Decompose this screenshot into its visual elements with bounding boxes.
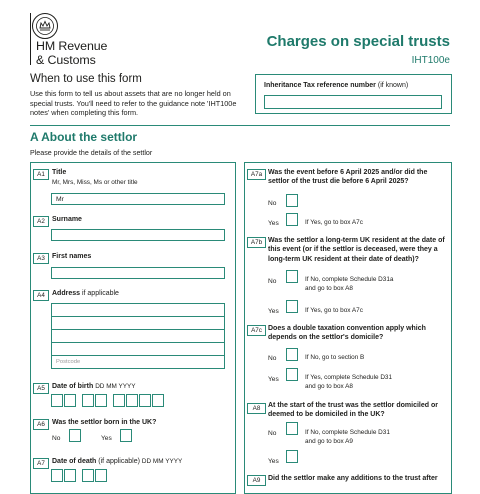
born-in-uk-yes-checkbox[interactable]: [120, 429, 132, 442]
section-subtitle: Please provide the details of the settlor: [30, 149, 153, 157]
a7b-yes-note: If Yes, go to box A7c: [305, 307, 363, 314]
dob-year-2[interactable]: [126, 394, 138, 407]
dob-year-1[interactable]: [113, 394, 125, 407]
question-number-a7a: A7a: [247, 169, 266, 180]
dod-day-1[interactable]: [51, 469, 63, 482]
intro-text: Use this form to tell us about assets that are no longer held on special trusts. You'll need to refer to the guidance note 'IHT100e notes' when completing this form.: [30, 89, 237, 118]
a8-question: At the start of the trust was the settlor domiciled or deemed to be domiciled in the UK?: [268, 402, 438, 419]
dob-day-2[interactable]: [64, 394, 76, 407]
postcode-placeholder: Postcode: [56, 359, 81, 365]
a7a-no-checkbox[interactable]: [286, 194, 298, 207]
address-line-2[interactable]: [51, 316, 225, 330]
a7b-yes-label: Yes: [268, 308, 279, 315]
org-name-line1: HM Revenue: [36, 39, 108, 53]
a8-no-checkbox[interactable]: [286, 422, 298, 435]
question-number-a9: A9: [247, 475, 266, 486]
intro-heading: When to use this form: [30, 73, 142, 85]
right-column: [244, 162, 452, 494]
question-number-a7c: A7c: [247, 325, 266, 336]
address-line-1[interactable]: [51, 303, 225, 317]
logo-divider: [30, 13, 31, 65]
title-hint: Mr, Mrs, Miss, Ms or other title: [52, 179, 138, 186]
born-in-uk-no-checkbox[interactable]: [69, 429, 81, 442]
a7a-no-label: No: [268, 200, 277, 207]
a7b-question: Was the settlor a long-term UK resident at the date of this event (or if the settlor is deceased, were they a long-term UK resident at their date of death)?: [268, 237, 445, 263]
surname-input[interactable]: [51, 229, 225, 241]
a7c-no-label: No: [268, 355, 277, 362]
a7c-no-note: If No, go to section B: [305, 354, 365, 361]
a7a-yes-note: If Yes, go to box A7c: [305, 219, 363, 226]
born-in-uk-question: Was the settlor born in the UK?: [52, 419, 157, 426]
a7a-yes-checkbox[interactable]: [286, 213, 298, 226]
question-number-a2: A2: [33, 216, 49, 227]
a7c-yes-note-2: and go to box A8: [305, 383, 353, 390]
date-of-death-label: Date of death (if applicable) DD MM YYYY: [52, 458, 183, 465]
a8-no-label: No: [268, 430, 277, 437]
question-number-a7b: A7b: [247, 237, 266, 248]
a7b-yes-checkbox[interactable]: [286, 300, 298, 313]
a7a-question: Was the event before 6 April 2025 and/or did the settlor of the trust die before 6 April 2025?: [268, 169, 428, 186]
address-line-4[interactable]: [51, 342, 225, 356]
question-number-a1: A1: [33, 169, 49, 180]
reference-input[interactable]: [264, 95, 442, 109]
a7c-question: Does a double taxation convention apply which depends on the settlor's domicile?: [268, 325, 426, 342]
a7c-yes-checkbox[interactable]: [286, 368, 298, 381]
a7c-yes-note-1: If Yes, complete Schedule D31: [305, 374, 393, 381]
dod-day-2[interactable]: [64, 469, 76, 482]
reference-label: Inheritance Tax reference number (if known): [264, 82, 409, 89]
a8-yes-checkbox[interactable]: [286, 450, 298, 463]
dod-month-2[interactable]: [95, 469, 107, 482]
surname-label: Surname: [52, 216, 82, 223]
question-number-a7: A7: [33, 458, 49, 469]
address-line-3[interactable]: [51, 329, 225, 343]
a7b-no-label: No: [268, 278, 277, 285]
section-title: A About the settlor: [30, 130, 138, 144]
form-code: IHT100e: [411, 55, 450, 66]
a7a-yes-label: Yes: [268, 220, 279, 227]
a7b-no-note-1: If No, complete Schedule D31a: [305, 276, 394, 283]
first-names-input[interactable]: [51, 267, 225, 279]
dob-month-1[interactable]: [82, 394, 94, 407]
title-input[interactable]: Mr: [51, 193, 225, 205]
question-number-a6: A6: [33, 419, 49, 430]
royal-crest-icon: [32, 13, 58, 39]
title-label: Title: [52, 169, 67, 176]
question-number-a4: A4: [33, 290, 49, 301]
a8-yes-label: Yes: [268, 458, 279, 465]
question-number-a5: A5: [33, 383, 49, 394]
first-names-label: First names: [52, 253, 92, 260]
form-title: Charges on special trusts: [266, 33, 450, 50]
dob-day-1[interactable]: [51, 394, 63, 407]
a7b-no-checkbox[interactable]: [286, 270, 298, 283]
dob-year-4[interactable]: [152, 394, 164, 407]
question-number-a3: A3: [33, 253, 49, 264]
dob-year-3[interactable]: [139, 394, 151, 407]
dod-month-1[interactable]: [82, 469, 94, 482]
dob-label: Date of birth DD MM YYYY: [52, 383, 136, 390]
a8-no-note-1: If No, complete Schedule D31: [305, 429, 390, 436]
a7c-no-checkbox[interactable]: [286, 348, 298, 361]
address-label: Address if applicable: [52, 290, 119, 297]
section-rule: [30, 125, 450, 126]
left-column: [30, 162, 236, 494]
postcode-input[interactable]: [51, 355, 225, 369]
a7b-no-note-2: and go to box A8: [305, 285, 353, 292]
question-number-a8: A8: [247, 403, 266, 414]
reference-box: [255, 74, 452, 114]
a8-no-note-2: and go to box A9: [305, 438, 353, 445]
born-in-uk-yes-label: Yes: [101, 435, 112, 442]
born-in-uk-no-label: No: [52, 435, 61, 442]
dob-month-2[interactable]: [95, 394, 107, 407]
org-name-line2: & Customs: [36, 53, 96, 67]
a7c-yes-label: Yes: [268, 376, 279, 383]
a9-question: Did the settlor make any additions to the trust after: [268, 475, 438, 482]
